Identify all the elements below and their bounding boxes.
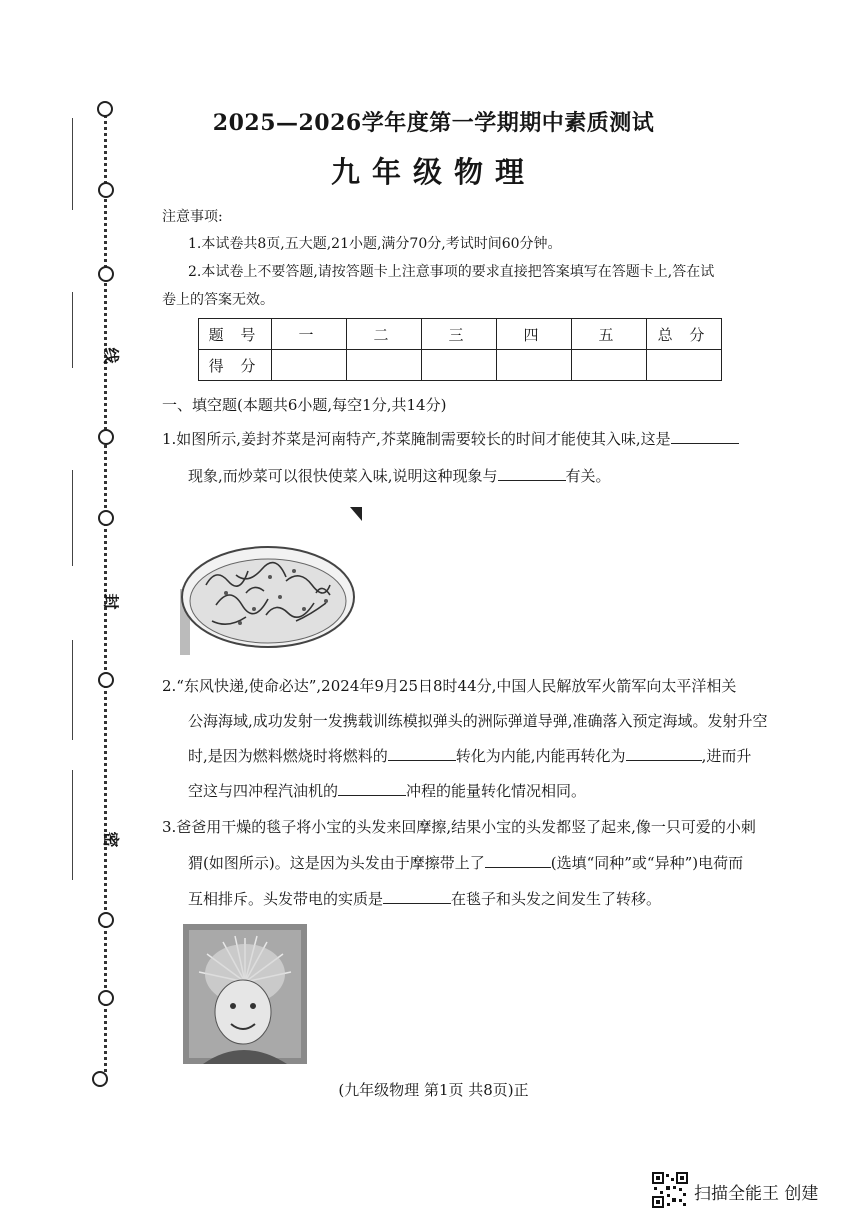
qr-code-icon [652, 1172, 688, 1208]
question-2-line [188, 739, 751, 773]
margin-rule [72, 640, 73, 740]
question-1-line [162, 422, 739, 456]
page-footer: (九年级物理 第1页 共8页)正 [338, 1081, 529, 1099]
score-cell[interactable] [647, 350, 722, 381]
question-1-text: 1.如图所示,姜封芥菜是河南特产,芥菜腌制需要较长的时间才能使其入味,这是 [162, 430, 671, 448]
answer-blank[interactable] [485, 853, 551, 868]
score-table [198, 318, 722, 381]
binding-ring [98, 672, 114, 688]
question-2-text: 空这与四冲程汽油机的 [188, 782, 339, 800]
score-cell[interactable] [347, 350, 422, 381]
binding-ring [98, 990, 114, 1006]
answer-blank[interactable] [383, 889, 451, 904]
answer-blank[interactable] [498, 466, 566, 481]
question-2-text: 转化为内能,内能再转化为 [455, 747, 626, 765]
score-cell[interactable] [422, 350, 497, 381]
score-table-header-row [199, 319, 722, 350]
question-3-line [188, 846, 743, 880]
score-table-header-cell: 三 [422, 319, 497, 350]
notice-item: 卷上的答案无效。 [162, 292, 274, 308]
question-3-text: 猬(如图所示)。这是因为头发由于摩擦带上了 [188, 854, 485, 872]
binding-label-line: 线 [101, 347, 121, 364]
question-2-line: 2.“东风快递,使命必达”,2024年9月25日8时44分,中国人民解放军火箭军向太平洋相关 [162, 677, 737, 695]
answer-blank[interactable] [388, 746, 456, 761]
margin-rule [72, 470, 73, 566]
binding-label-secret: 密 [101, 831, 121, 848]
binding-label-seal: 封 [101, 593, 121, 610]
subject-title: 九年级物理 [330, 155, 536, 189]
pickled-mustard-figure [176, 505, 366, 660]
question-1-text: 有关。 [565, 467, 611, 485]
question-2-line [188, 774, 586, 808]
margin-rule [72, 292, 73, 368]
notice-heading: 注意事项: [162, 209, 223, 225]
score-table-row-label: 得 分 [199, 350, 272, 381]
question-2-text: 时,是因为燃料燃烧时将燃料的 [188, 747, 388, 765]
score-table-header-cell: 四 [497, 319, 572, 350]
question-3-text: 互相排斥。头发带电的实质是 [188, 890, 384, 908]
question-3-line [188, 882, 661, 916]
child-eye [250, 1003, 256, 1009]
binding-ring [98, 266, 114, 282]
question-3-text: (选填“同种”或“异种”)电荷而 [550, 854, 744, 872]
child-eye [230, 1003, 236, 1009]
score-table-header-cell: 二 [347, 319, 422, 350]
question-3-text: 在毯子和头发之间发生了转移。 [451, 890, 662, 908]
exam-title: 2025—2026学年度第一学期期中素质测试 [212, 110, 655, 136]
score-table-header-cell: 一 [272, 319, 347, 350]
static-hair-photo [183, 924, 307, 1064]
answer-blank[interactable] [338, 781, 406, 796]
answer-blank[interactable] [626, 746, 702, 761]
score-cell[interactable] [497, 350, 572, 381]
binding-ring [98, 912, 114, 928]
margin-rule [72, 770, 73, 880]
section-heading: 一、填空题(本题共6小题,每空1分,共14分) [162, 396, 447, 414]
score-table-header-cell: 五 [572, 319, 647, 350]
notice-item: 1.本试卷共8页,五大题,21小题,满分70分,考试时间60分钟。 [188, 236, 562, 252]
question-2-line: 公海海域,成功发射一发携载训练模拟弹头的洲际弹道导弹,准确落入预定海域。发射升空 [188, 712, 768, 730]
score-table-header-cell: 题 号 [199, 319, 272, 350]
score-cell[interactable] [572, 350, 647, 381]
question-1-line [188, 459, 611, 493]
score-cell[interactable] [272, 350, 347, 381]
question-2-text: ,进而升 [701, 747, 752, 765]
question-2-text: 冲程的能量转化情况相同。 [406, 782, 587, 800]
scanner-watermark: 扫描全能王 创建 [694, 1184, 819, 1204]
figure-corner-mark [350, 507, 362, 521]
binding-ring [98, 429, 114, 445]
answer-blank[interactable] [671, 429, 739, 444]
score-table-score-row [199, 350, 722, 381]
question-3-line: 3.爸爸用干燥的毯子将小宝的头发来回摩擦,结果小宝的头发都竖了起来,像一只可爱的小刺 [162, 818, 756, 836]
notice-item: 2.本试卷上不要答题,请按答题卡上注意事项的要求直接把答案填写在答题卡上,答在试 [188, 264, 715, 280]
score-table-header-cell: 总 分 [647, 319, 722, 350]
child-face [215, 980, 271, 1044]
binding-ring [98, 510, 114, 526]
bowl-inner [190, 559, 346, 643]
question-1-text: 现象,而炒菜可以很快使菜入味,说明这种现象与 [188, 467, 498, 485]
